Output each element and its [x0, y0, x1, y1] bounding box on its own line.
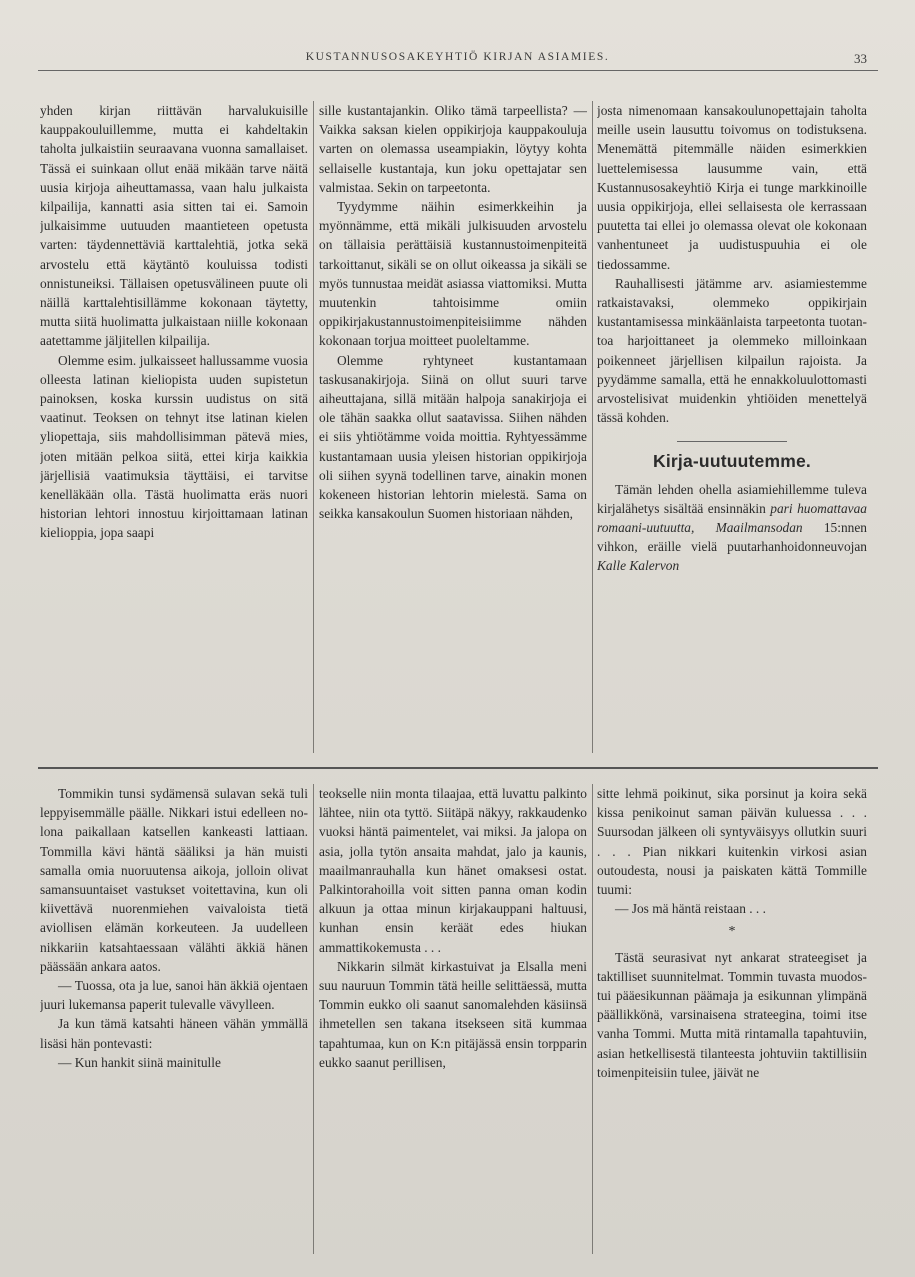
- asterisk-separator: *: [728, 924, 736, 940]
- paragraph: Nikkarin silmät kirkastuivat ja Elsalla meni suu nauruun Tommin tätä heille selittäessä, mutta Tommin eukko oli saanut sanomalehden käsiinsä ihmetellen sen takana itsekseen sitä kummaa tapahtumaa, kun on K:n pitäjässä ensin torpparin eukko saanut perillisen,: [319, 958, 587, 1070]
- section-separator: [677, 441, 787, 442]
- paragraph: — Tuossa, ota ja lue, sanoi hän äkkiä ojentaen juuri lukemansa paperit tulevalle vävylleen.: [40, 978, 308, 1013]
- top-column-3: [597, 101, 867, 756]
- paragraph: josta nimenomaan kansakoulunopettajain taholta meille usein lausuttu toivomus on todistuksena. Menemättä pitemmälle näiden esimerkkien luettelemisessa lausumme vain, että Kustannusosakeyhtiö Kirja ei tunge markkinoille uusia oppikirjoja, ellei sellaisesta ole kerrassaan puutetta tai ellei jo olemassa olevat ole kokonaan vanhentuneet ja uudistuspuuhia ei ole tiedossamme.: [597, 103, 867, 272]
- paragraph: Tyydymme näihin esimerkkeihin ja myönnämme, että mikäli julkisuuden arvostelu on tällaisia perättäisiä kustannustoimenpiteitä tarkoittanut, sikäli se on ollut oikeassa ja sikäli se myös tunnustaa meidät asiassa viattomiksi. Mutta muutenkin tahtoisimme omiin oppikirjakustannustoimenpiteisiimme nähden kokonaan torjua moitteet puoleltamme.: [319, 199, 587, 349]
- paragraph: Tästä seurasivat nyt ankarat strateegiset ja taktilliset suunnitelmat. Tommin tuvasta muodostui pääesikunnan päämaja ja esikunnan ylimpänä päällikkönä, varsinaisena strateegina, toimi itse vanha Tommi. Mutta mitä rintamalla tapahtuviin, asian hetkellisestä tilanteesta johtuviin taktillisiin toimenpiteisiin tulee, jäivät ne: [597, 949, 867, 1080]
- column-divider: [313, 101, 314, 753]
- paragraph: — Kun hankit siinä mainitulle: [58, 1054, 221, 1070]
- column-divider: [313, 784, 314, 1254]
- bottom-column-3: [597, 784, 867, 1256]
- italic-run: pari huomattavaa romaani-uutuutta, Maailmansodan: [597, 500, 867, 536]
- top-column-2: [319, 101, 587, 756]
- text-run: Tämän lehden ohella asiamiehillemme tuleva kirjalähetys sisältää ensinnäkin: [597, 481, 867, 516]
- section-divider-rule: [38, 767, 878, 769]
- top-column-1: [40, 101, 308, 756]
- column-divider: [592, 784, 593, 1254]
- paragraph: yhden kirjan riittävän harvalukuisille kauppakouluillemme, mutta ei kahdeltakin taholta julkaistiin seuraavana vuonna samallaiset. Tässä ei suinkaan ollut enää mikään tarve näitä uusia kirjoja aiheuttamassa, vaan halu julkaista kilpailija, kannatti asia sitten tai ei. Samoin julkaisimme uutuuden maantieteen opetusta varten: täydennettäviä karttalehtiä, jotka sekä arvostelu että käytäntö kouluissa todisti onnistuneiksi. Tällaisen opetusvälineen puute oli näillä karttalehtisillämme kokonaan täytetty, mutta siitä huolimatta julkaistaan niille kokonaan aatettamme jäljitellen kilpailija.: [40, 103, 308, 349]
- header-rule: [38, 70, 878, 71]
- paragraph: Tommikin tunsi sydämensä sulavan sekä tuli leppyisemmälle päälle. Nikkari istui edelleen nolona paikallaan katsellen kankeasti lattiaan. Tommilla kävi häntä sääliksi ja hän muisti samalla omia nuoruutensa aikoja, jolloin olivat samansuuntaiset vastukset voitettavina, kun oli kiivettävä nuorenmiehen vaivaloista tietä aviollisen elämän korkeuteen. Ja uudelleen nikkariin katsahtaessaan välähti äkkiä hänen päässään ankara aatos.: [40, 786, 308, 974]
- paragraph: Rauhallisesti jätämme arv. asiamiestemme ratkaistavaksi, olemmeko oppikirjain kustantamisessa minkäänlaista tarpeetonta tuotantoa harjoittaneet ja olemmeko milloinkaan poikenneet järjellisen kilpailun rajoista. Ja pyydämme samalla, että he ennakkoluulottomasti arvostelisivat muidenkin yhtiöiden menettelyä tässä kohden.: [597, 275, 867, 426]
- bottom-column-2: [319, 784, 587, 1256]
- paragraph: Olemme ryhtyneet kustantamaan taskusanakirjoja. Siinä on ollut suuri tarve aiheuttajana, sillä mitään halpoja sanakirjoja ei ole tähän saakka ollut saatavissa. Siihen nähden ei siis yhtiötämme voida moittia. Ryhtyessämme kustantamaan uusia yleisen historian oppikirjoja oli siihen syynä todellinen tarve, ainakin monen kokeneen historian lehtorin mielestä. Sama on seikka kansakoulun Suomen historiaan nähden,: [319, 352, 587, 522]
- page-number: 33: [854, 51, 867, 66]
- running-title: KUSTANNUSOSAKEYHTIÖ KIRJAN ASIAMIES.: [305, 51, 610, 63]
- text-run: 15:nnen vihkon, eräille vielä puutarhanhoidonneuvojan: [597, 520, 867, 555]
- paragraph: Ja kun tämä katsahti häneen vähän ymmällä lisäsi hän pontevasti:: [40, 1016, 308, 1051]
- paragraph: teokselle niin monta tilaajaa, että luvattu palkinto lähtee, niin ota tyttö. Siitäpä näkyy, rakkaudenko vuoksi häntä paimentelet, vai miksi. Ja jalopa on asia, jolla tytön ansaita mahdat, jalo ja kaunis, maailmanrauhalla kun hänet omaksesi ostat. Palkintorahoilla voit sitten panna oman kodin alkuun ja ottaa minun kirjakauppani haltuusi, kunhan ensin keräät edes hiukan ammattikokemusta . . .: [319, 786, 587, 955]
- italic-run: Kalle Kalervon: [597, 558, 680, 574]
- paragraph: [597, 480, 867, 576]
- paragraph: Olemme esim. julkaisseet hallussamme vuosia olleesta latinan kieliopista uuden supistetun painoksen, koska kurssin uudistus on sitä vaatinut. Teoksen on tehnyt itse latinan kielen yliopettaja, siis mahdollisimman pätevä mies, joten mitään pelkoa siitä, ettei kirja kaikkia järjellisiä vaatimuksia täyttäisi, ei tarvitse kenelläkään olla. Tästä huolimatta eräs nuori historian lehtori innostuu kirjoittamaan latinan kielioppia, jopa saapi: [40, 352, 308, 541]
- bottom-column-1: [40, 784, 308, 1256]
- paragraph: sitte lehmä poikinut, sika porsinut ja koira sekä kissa penikoinut saman päivän kuluessa . . . Suursodan jälkeen oli syntyväisyys ollutkin suuri . . . Pian nikkari kuitenkin virkosi asian outoudesta, nousi ja paiskaten kättä Tommille tuumi:: [597, 786, 867, 898]
- paragraph: sille kustantajankin. Oliko tämä tarpeellista? — Vaikka saksan kielen oppikirjoja kauppakouluja varten on olemassa useampiakin, löytyy kohta sellaiselle kustantaja, kun joku opettajatar sen valmistaa. Sekin on tarpeetonta.: [319, 103, 587, 195]
- column-divider: [592, 101, 593, 753]
- section-heading: Kirja-uutuutemme.: [653, 451, 811, 472]
- paragraph: — Jos mä häntä reistaan . . .: [615, 901, 766, 917]
- page-header: [0, 48, 915, 68]
